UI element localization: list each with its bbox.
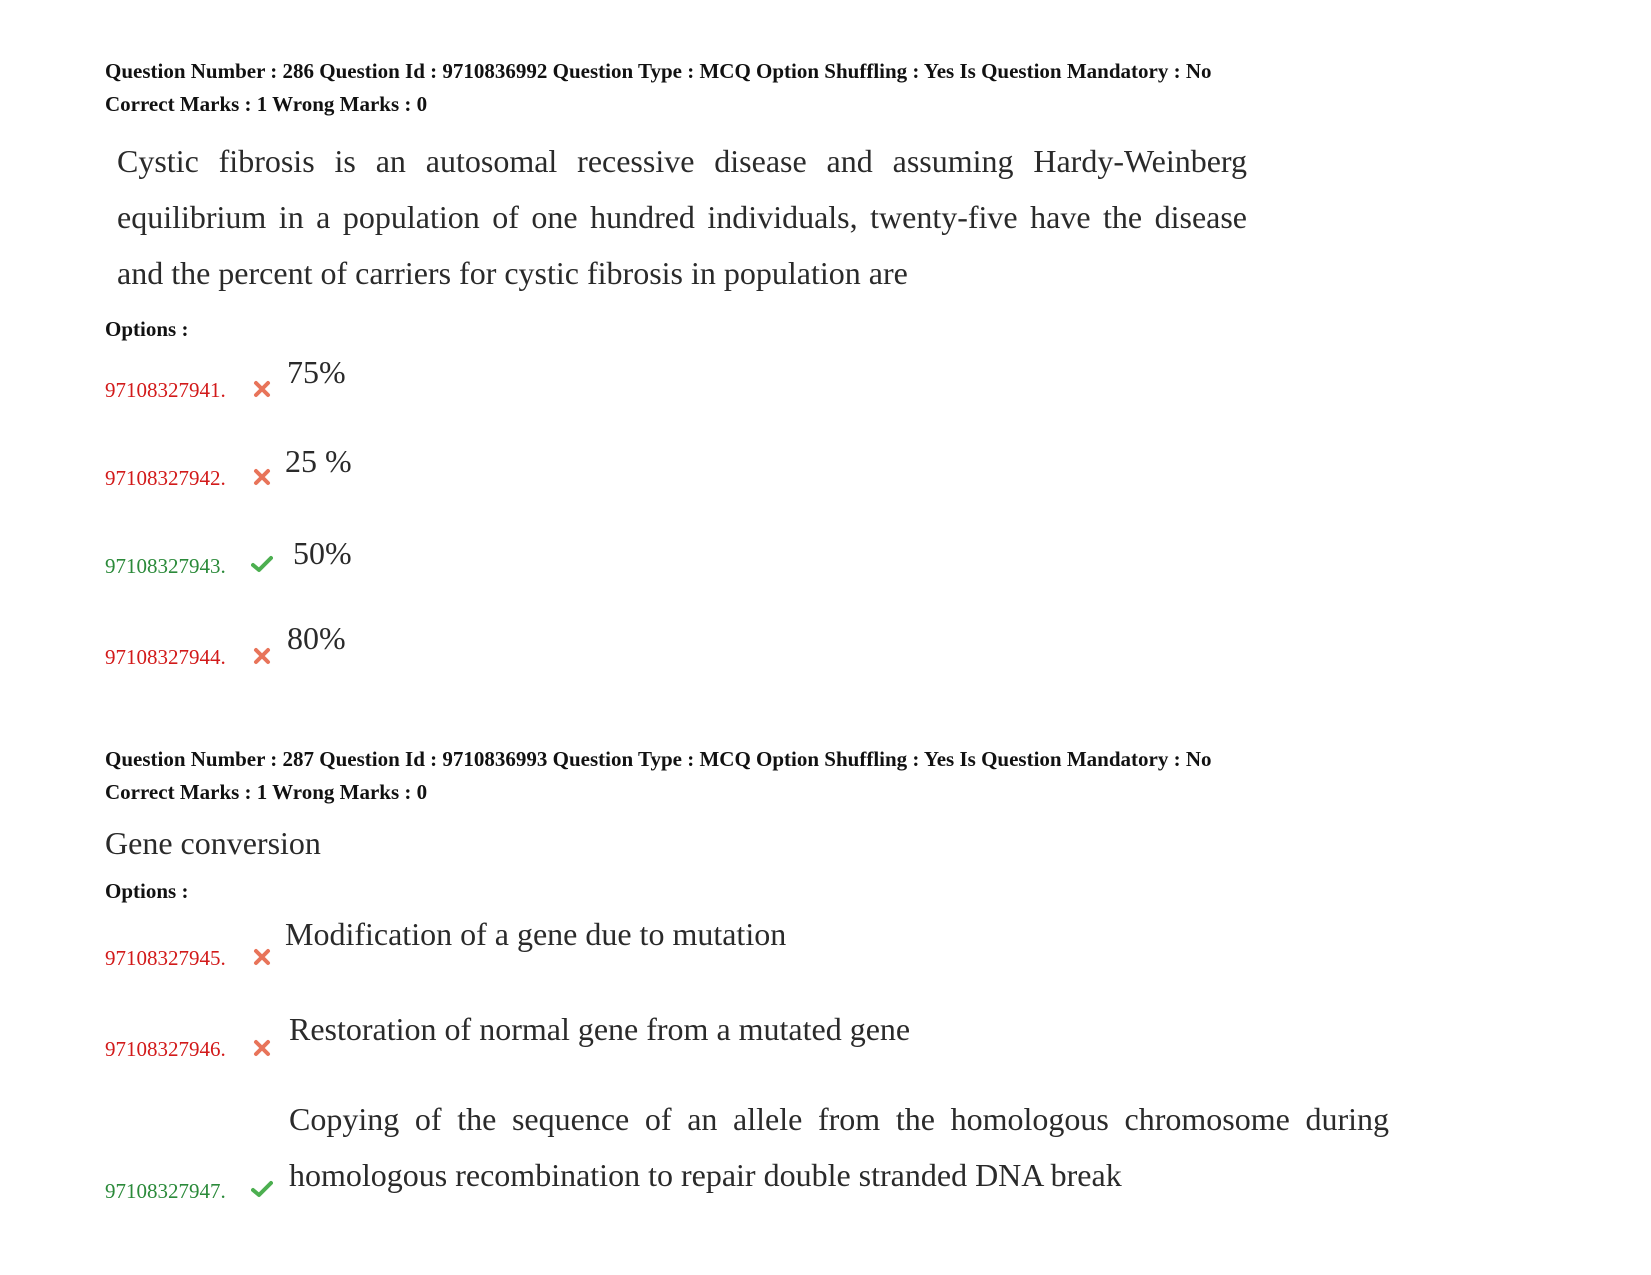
option-id: 97108327942. (105, 466, 226, 490)
option-text: 75% (287, 354, 346, 390)
question-meta-line2: Correct Marks : 1 Wrong Marks : 0 (105, 780, 428, 804)
cross-icon (253, 948, 271, 966)
question-meta-line1: Question Number : 286 Question Id : 9710836992 Question Type : MCQ Option Shuffling : Yes Is Question Mandatory : No (105, 59, 1212, 83)
question-text: Gene conversion (105, 825, 321, 861)
options-label: Options : (105, 879, 189, 903)
option-text: 25 % (285, 443, 352, 479)
cross-icon (253, 1039, 271, 1057)
option-id: 97108327941. (105, 378, 226, 402)
question-286 (105, 55, 1565, 346)
option-id: 97108327947. (105, 1179, 226, 1203)
question-text: Cystic fibrosis is an autosomal recessive disease and assuming Hardy-Weinberg equilibrium in a population of one hundred individuals, twenty-five have the disease and the percent of carriers for cystic fibrosis in population are (117, 143, 1247, 291)
option-id: 97108327944. (105, 645, 226, 669)
option-text: Restoration of normal gene from a mutated gene (289, 1011, 911, 1047)
cross-icon (253, 468, 271, 486)
options-label: Options : (105, 317, 189, 341)
option-text: 80% (287, 620, 346, 656)
option-id: 97108327943. (105, 554, 226, 578)
option-id: 97108327946. (105, 1037, 226, 1061)
question-287 (105, 743, 1565, 908)
option-text: Copying of the sequence of an allele from the homologous chromosome during homologous recombination to repair double stranded DNA break (289, 1101, 1389, 1193)
question-meta-line1: Question Number : 287 Question Id : 9710836993 Question Type : MCQ Option Shuffling : Yes Is Question Mandatory : No (105, 747, 1212, 771)
option-text: Modification of a gene due to mutation (285, 916, 787, 952)
check-icon (251, 1180, 273, 1198)
cross-icon (253, 380, 271, 398)
question-meta-line2: Correct Marks : 1 Wrong Marks : 0 (105, 92, 428, 116)
check-icon (251, 555, 273, 573)
option-id: 97108327945. (105, 946, 226, 970)
option-text: 50% (293, 535, 352, 571)
cross-icon (253, 647, 271, 665)
